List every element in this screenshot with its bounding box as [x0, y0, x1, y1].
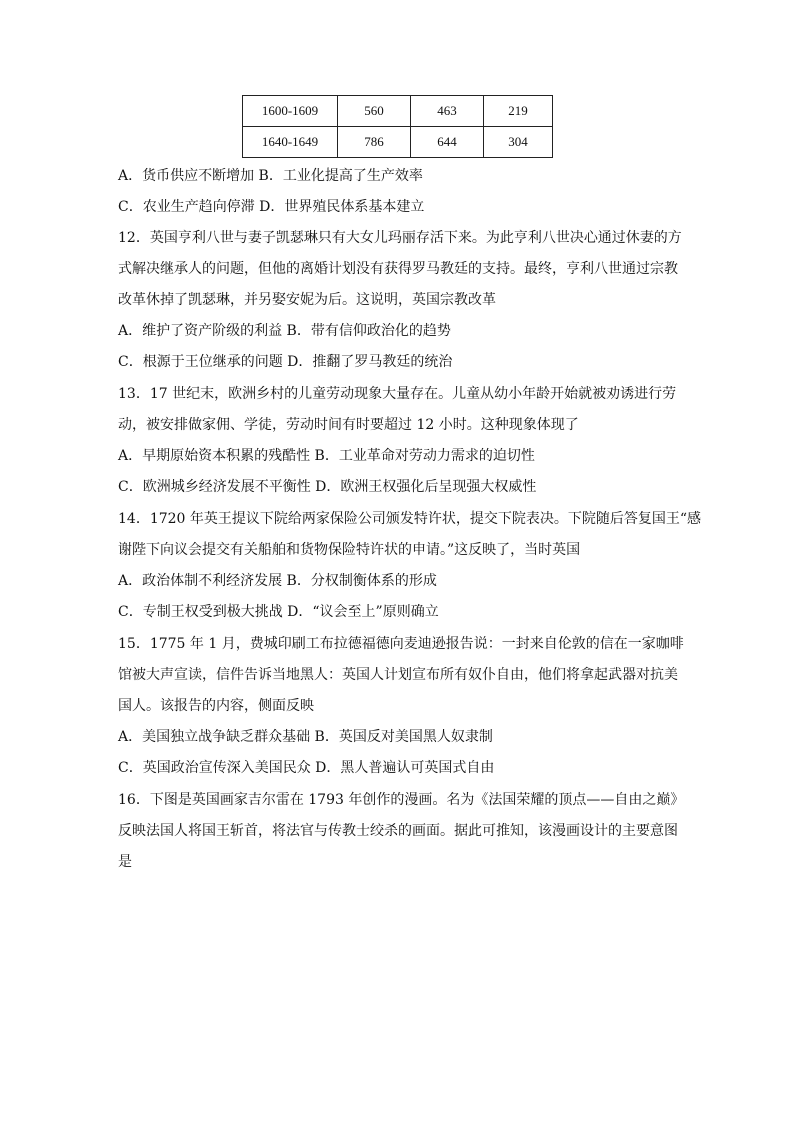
- q12-options-cd: C．根源于王位继承的问题 D．推翻了罗马教廷的统治: [118, 354, 453, 370]
- table-cell: 304: [484, 127, 553, 158]
- q15-stem-line: 馆被大声宣读，信件告诉当地黑人：英国人计划宣布所有奴仆自由，他们将拿起武器对抗美: [118, 667, 678, 683]
- q14-options-cd: C．专制王权受到极大挑战 D．“议会至上”原则确立: [118, 604, 439, 620]
- table-cell: 786: [338, 127, 411, 158]
- q13-options-ab: A．早期原始资本积累的残酷性 B．工业革命对劳动力需求的迫切性: [118, 448, 535, 464]
- table-row: [243, 127, 553, 158]
- table-cell: 219: [484, 96, 553, 127]
- q15-stem-line: 国人。该报告的内容，侧面反映: [118, 698, 314, 714]
- table-cell: 1600-1609: [243, 96, 338, 127]
- q15-options-ab: A．美国独立战争缺乏群众基础 B．英国反对美国黑人奴隶制: [118, 729, 493, 745]
- q13-stem-line: 13．17 世纪末，欧洲乡村的儿童劳动现象大量存在。儿童从幼小年龄开始就被劝诱进行劳: [118, 386, 677, 402]
- q11-options-ab: A．货币供应不断增加 B．工业化提高了生产效率: [118, 168, 423, 184]
- table-cell: 1640-1649: [243, 127, 338, 158]
- q13-options-cd: C．欧洲城乡经济发展不平衡性 D．欧洲王权强化后呈现强大权威性: [118, 479, 537, 495]
- data-table: [242, 95, 553, 158]
- q13-stem-line: 动，被安排做家佣、学徒，劳动时间有时要超过 12 小时。这种现象体现了: [118, 417, 579, 433]
- q16-stem-line: 16．下图是英国画家吉尔雷在 1793 年创作的漫画。名为《法国荣耀的顶点——自由之巅》: [118, 792, 685, 808]
- q14-options-ab: A．政治体制不利经济发展 B．分权制衡体系的形成: [118, 573, 437, 589]
- q11-options-cd: C．农业生产趋向停滞 D．世界殖民体系基本建立: [118, 199, 425, 215]
- table-row: [243, 96, 553, 127]
- q12-stem-line: 12．英国亨利八世与妻子凯瑟琳只有大女儿玛丽存活下来。为此亨利八世决心通过休妻的方: [118, 230, 682, 246]
- q12-stem-line: 式解决继承人的问题，但他的离婚计划没有获得罗马教廷的支持。最终，亨利八世通过宗教: [118, 261, 678, 277]
- q16-stem-line: 反映法国人将国王斩首，将法官与传教士绞杀的画面。据此可推知，该漫画设计的主要意图: [118, 823, 678, 839]
- q15-options-cd: C．英国政治宣传深入美国民众 D．黑人普遍认可英国式自由: [118, 760, 495, 776]
- table-cell: 463: [411, 96, 484, 127]
- q12-options-ab: A．维护了资产阶级的利益 B．带有信仰政治化的趋势: [118, 323, 451, 339]
- table-cell: 644: [411, 127, 484, 158]
- q14-stem-line: 14．1720 年英王提议下院给两家保险公司颁发特许状，提交下院表决。下院随后答复国王“感: [118, 511, 702, 527]
- q15-stem-line: 15．1775 年 1 月，费城印刷工布拉德福德向麦迪逊报告说：一封来自伦敦的信在一家咖啡: [118, 636, 684, 652]
- q12-stem-line: 改革休掉了凯瑟琳，并另娶安妮为后。这说明，英国宗教改革: [118, 292, 496, 308]
- q14-stem-line: 谢陛下向议会提交有关船舶和货物保险特许状的申请。”这反映了，当时英国: [118, 542, 581, 558]
- q16-stem-line: 是: [118, 854, 132, 870]
- table-cell: 560: [338, 96, 411, 127]
